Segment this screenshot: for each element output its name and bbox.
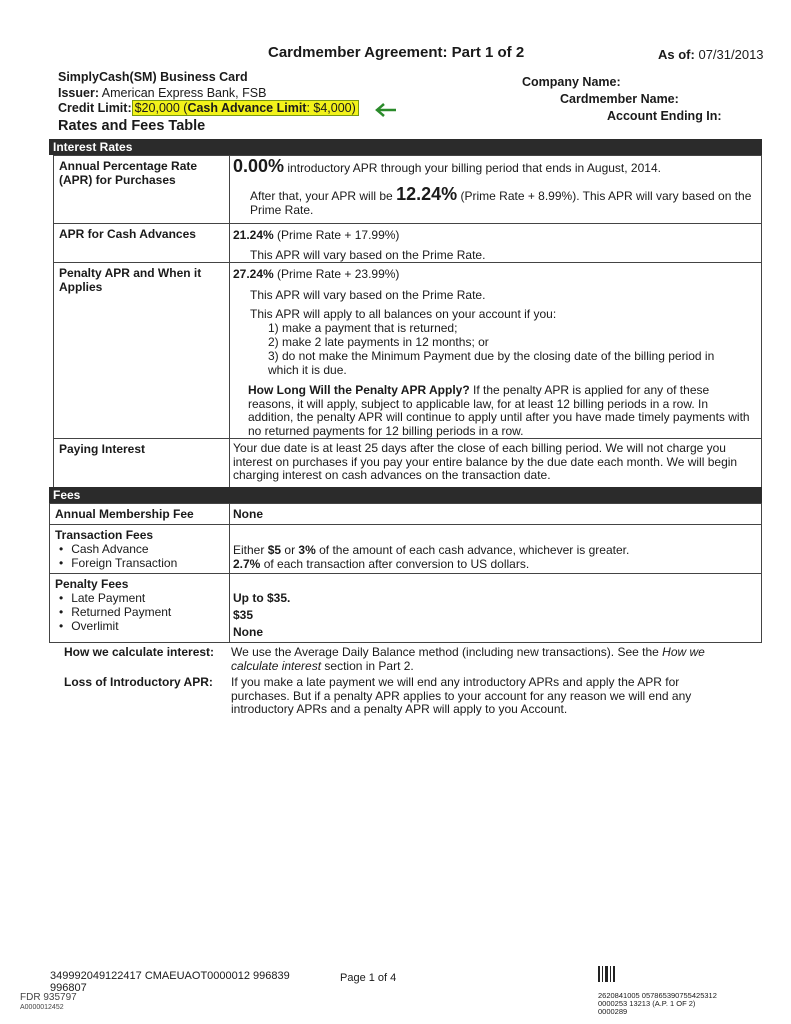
loss-intro-label: Loss of Introductory APR:: [64, 675, 213, 689]
page-title: Cardmember Agreement: Part 1 of 2: [268, 44, 525, 61]
loss-intro-text: If you make a late payment we will end any introductory APRs and apply the APR for purchases. But if a penalty APR applies to your account for any reason we will end any introductory APRs and a penalty APR will apply to you Account.: [231, 675, 692, 716]
as-of-date: As of: 07/31/2013: [658, 47, 764, 62]
section-title: Rates and Fees Table: [58, 118, 206, 134]
calc-interest-label: How we calculate interest:: [64, 645, 215, 659]
cash-advance-apr-value: 21.24% (Prime Rate + 17.99%) This APR will vary based on the Prime Rate.: [229, 223, 762, 263]
cash-advance-apr-label: APR for Cash Advances: [53, 223, 230, 263]
transaction-fees-label: Transaction Fees • Cash Advance • Foreign Transaction: [49, 524, 230, 574]
product-name: SimplyCash(SM) Business Card: [58, 70, 248, 84]
penalty-apr-value: 27.24% (Prime Rate + 23.99%) This APR will vary based on the Prime Rate. This APR will apply to all balances on your account if you: 1) make a payment that is returned; 2) make 2 late payments in 12 months; or 3) do not make the Minimum Payment due by the closing date of the billing period in which it is due. How Long Will the Penalty APR Apply? If the penalty APR is applied for any of these reasons, it will apply, subject to applicable law, for at least 12 billing periods in a row. In addition, the penalty APR will continue to apply until after you have made timely payments with no returned payments for 12 billing periods in a row.: [229, 262, 762, 439]
penalty-apr-label: Penalty APR and When it Applies: [53, 262, 230, 439]
paying-interest-value: Your due date is at least 25 days after the close of each billing period. We will not charge you interest on purchases if you pay your entire balance by the due date each month. We will begin charging interest on cash advances on the transaction date.: [229, 438, 762, 488]
cardmember-name-label: Cardmember Name:: [560, 92, 679, 106]
penalty-fees-label: Penalty Fees • Late Payment • Returned Payment • Overlimit: [49, 573, 230, 643]
footer-codes: 349992049122417 CMAEUAOT0000012 996839 996807: [50, 970, 290, 994]
purchase-apr-value: 0.00% introductory APR through your billing period that ends in August, 2014. After that, your APR will be 12.24% (Prime Rate + 8.99%). This APR will vary based on the Prime Rate.: [229, 155, 762, 224]
penalty-fees-value: Up to $35. $35 None: [229, 573, 762, 643]
annual-fee-label: Annual Membership Fee: [49, 503, 230, 525]
page-number: Page 1 of 4: [340, 972, 397, 984]
interest-rates-band: Interest Rates: [49, 139, 762, 155]
arrow-left-icon: [374, 103, 398, 117]
fdr-code: FDR 935797: [20, 992, 77, 1003]
purchase-apr-label: Annual Percentage Rate (APR) for Purchases: [53, 155, 230, 224]
company-name-label: Company Name:: [522, 75, 621, 89]
calc-interest-text: We use the Average Daily Balance method (including new transactions). See the How we calculate interest section in Part 2.: [231, 645, 705, 673]
small-code: A0000012452: [20, 1004, 64, 1011]
issuer-line: Issuer: American Express Bank, FSB: [58, 85, 267, 100]
credit-limit-line: Credit Limit: $20,000 (Cash Advance Limit: $4,000): [58, 101, 359, 117]
barcode-text: 2620841005 057865390755425312 0000253 13213 (A.P. 1 OF 2) 0000289: [598, 991, 717, 1016]
credit-limit-highlight: $20,000 (Cash Advance Limit: $4,000): [132, 100, 359, 116]
paying-interest-label: Paying Interest: [53, 438, 230, 488]
account-ending-label: Account Ending In:: [607, 109, 722, 123]
barcode-icon: [598, 966, 620, 982]
fees-band: Fees: [49, 487, 762, 503]
annual-fee-value: None: [229, 503, 762, 525]
transaction-fees-value: Either $5 or 3% of the amount of each cash advance, whichever is greater. 2.7% of each transaction after conversion to US dollars.: [229, 524, 762, 574]
card-info: [58, 70, 359, 117]
